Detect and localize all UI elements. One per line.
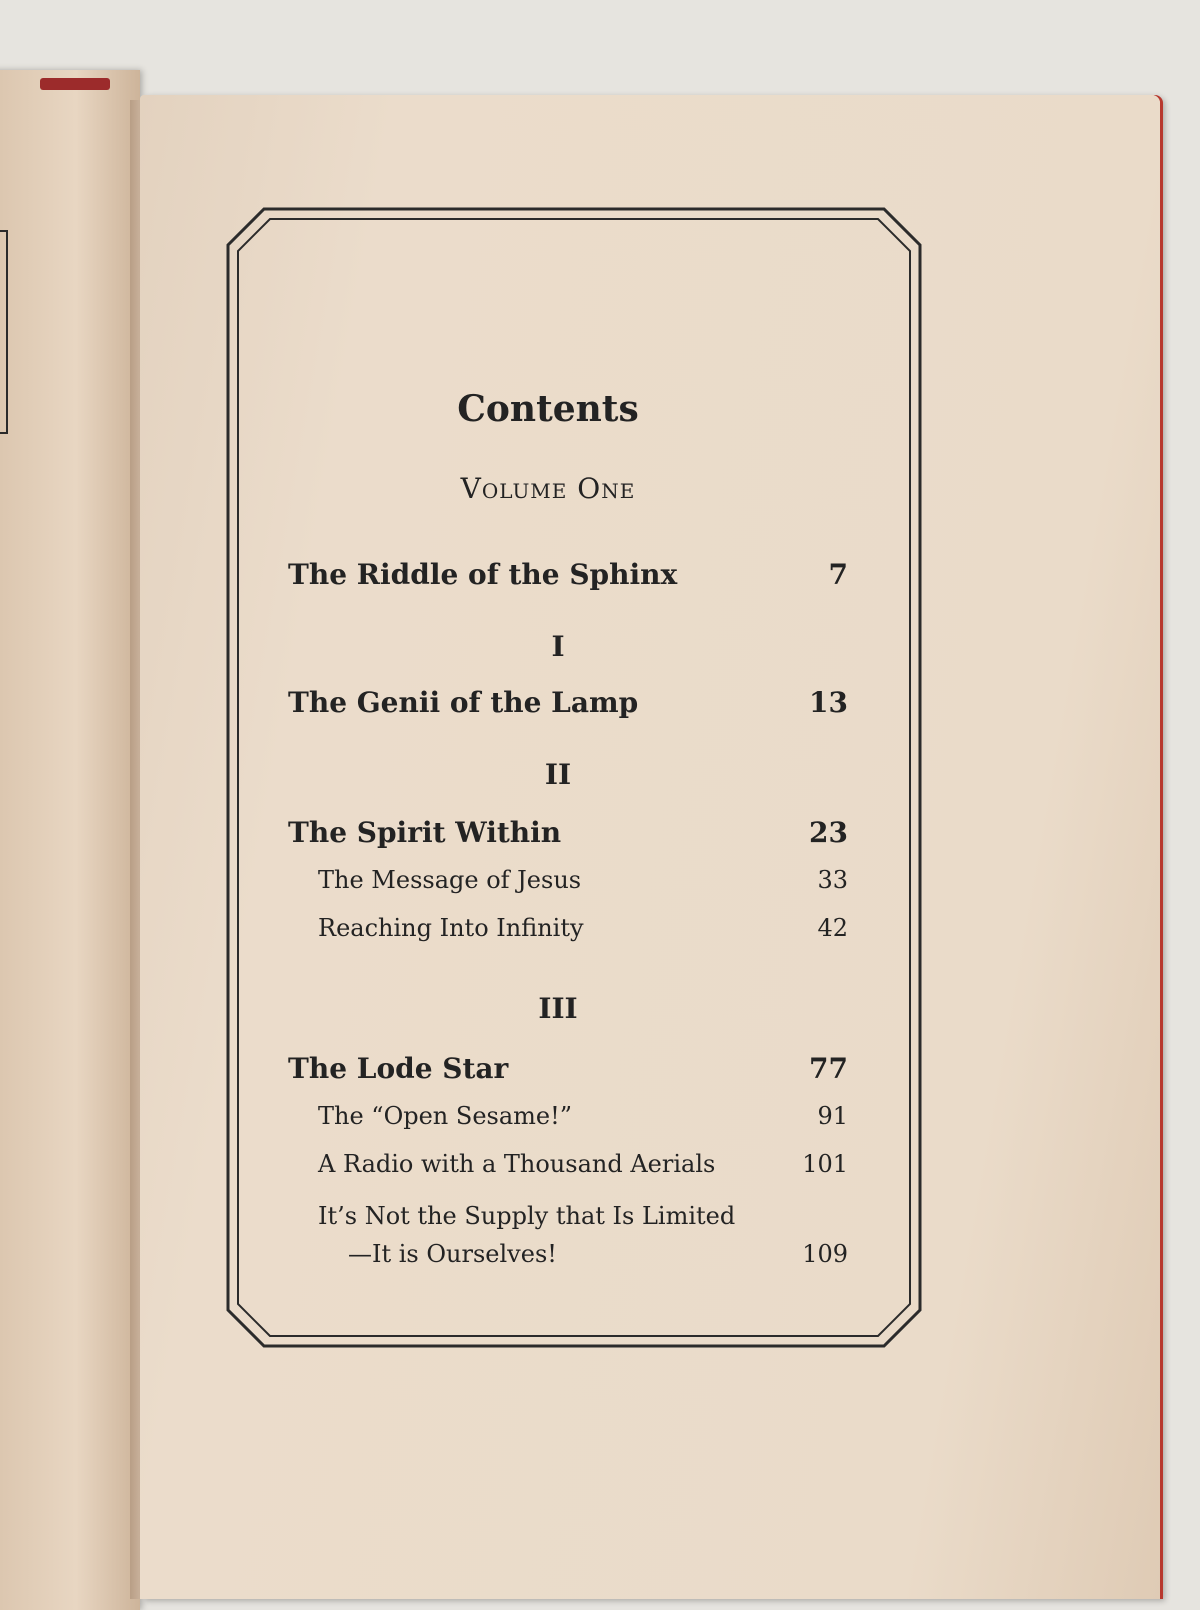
toc-subentry	[288, 866, 848, 894]
toc-entry	[288, 816, 848, 849]
toc-subentry	[288, 1202, 848, 1230]
toc-entry	[288, 1052, 848, 1085]
entry-title: The Spirit Within	[288, 816, 562, 849]
entry-title: The Riddle of the Sphinx	[288, 558, 678, 591]
volume-heading: Volume One	[460, 472, 636, 505]
entry-page: 77	[809, 1052, 848, 1085]
entry-page: 7	[828, 558, 848, 591]
entry-title: The Lode Star	[288, 1052, 509, 1085]
toc-subentry	[288, 1102, 848, 1130]
cover-edge	[40, 78, 110, 90]
entry-page: 91	[817, 1102, 848, 1130]
entry-page: 109	[802, 1240, 848, 1268]
entry-page: 23	[809, 816, 848, 849]
facing-page-frame	[0, 230, 8, 434]
part-numeral-2: II	[544, 758, 572, 791]
toc-entry	[288, 686, 848, 719]
entry-title: It’s Not the Supply that Is Limited	[318, 1202, 736, 1230]
entry-page: 101	[802, 1150, 848, 1178]
entry-title: Reaching Into Infinity	[318, 914, 584, 942]
part-numeral-1: I	[551, 630, 565, 663]
part-numeral-3: III	[538, 992, 578, 1025]
entry-title: —It is Ourselves!	[348, 1240, 557, 1268]
entry-page: 42	[817, 914, 848, 942]
entry-title: A Radio with a Thousand Aerials	[318, 1150, 716, 1178]
toc-subentry	[288, 1150, 848, 1178]
toc-subentry-continued	[288, 1240, 848, 1268]
facing-page	[0, 70, 140, 1610]
entry-title: The “Open Sesame!”	[318, 1102, 573, 1130]
toc-entry-prologue	[288, 558, 848, 591]
entry-title: The Message of Jesus	[318, 866, 582, 894]
toc-subentry	[288, 914, 848, 942]
entry-page: 33	[817, 866, 848, 894]
entry-page: 13	[809, 686, 848, 719]
entry-title: The Genii of the Lamp	[288, 686, 639, 719]
contents-heading: Contents	[457, 388, 639, 430]
